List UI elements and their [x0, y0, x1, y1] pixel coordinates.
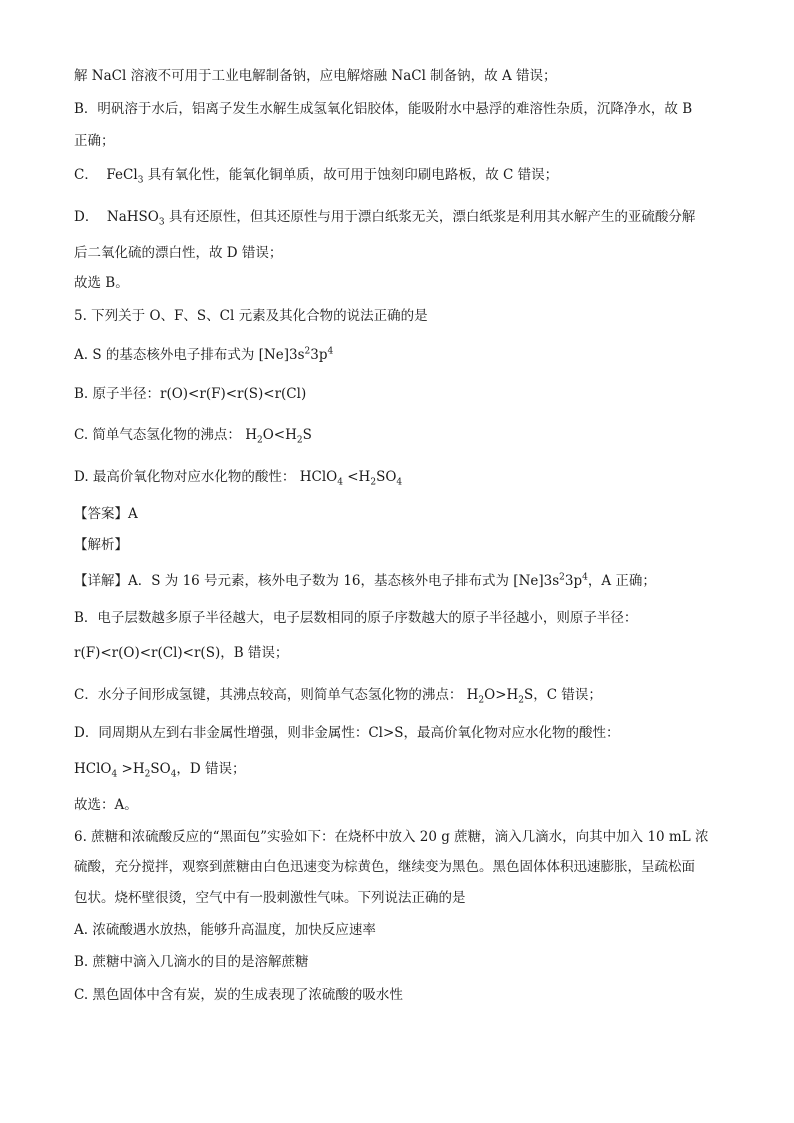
text: S — [302, 427, 312, 443]
subscript: 2 — [296, 435, 303, 446]
q5-detail-b — [74, 608, 724, 628]
text: HClO — [74, 761, 112, 777]
subscript: 4 — [396, 477, 403, 488]
superscript: 2 — [304, 346, 311, 357]
text: C． FeCl — [74, 167, 138, 183]
q5-detail-b-cont — [74, 643, 724, 663]
text: 具有还原性，但其还原性与用于漂白纸浆无关，漂白纸浆是利用其水解产生的亚硫酸分解 — [164, 209, 696, 225]
text: A. 浓硫酸遇水放热，能够升高温度，加快反应速率 — [74, 922, 376, 938]
q6-option-c — [74, 985, 724, 1005]
text: B. 原子半径：r(O)<r(F)<r(S)<r(Cl) — [74, 386, 307, 402]
text: C. 黑色固体中含有炭，炭的生成表现了浓硫酸的吸水性 — [74, 987, 403, 1003]
q5-stem — [74, 306, 724, 326]
text: ，A 正确； — [587, 573, 656, 589]
text: r(F)<r(O)<r(Cl)<r(S)，B 错误； — [74, 645, 289, 661]
q5-answer — [74, 504, 724, 524]
text: 3p — [310, 347, 328, 363]
text: <H — [342, 469, 371, 485]
text: SO — [376, 469, 397, 485]
superscript: 4 — [582, 572, 588, 583]
text: >H — [117, 761, 145, 777]
q4-option-b-analysis — [74, 99, 724, 119]
q4-option-b-analysis-cont — [74, 131, 724, 151]
superscript: 2 — [559, 572, 565, 583]
text: B. 蔗糖中滴入几滴水的目的是溶解蔗糖 — [74, 954, 309, 970]
text: A．S 为 16 号元素，核外电子数为 16，基态核外电子排布式为 [Ne]3s — [128, 573, 560, 589]
text: 正确； — [74, 133, 115, 149]
answer-label: 【答案】 — [74, 506, 128, 522]
text: 故选：A。 — [74, 797, 138, 813]
text: 具有氧化性，能氧化铜单质，故可用于蚀刻印刷电路板，故 C 错误； — [143, 167, 559, 183]
text: O>H — [484, 687, 519, 703]
analysis-label: 【解析】 — [74, 537, 128, 553]
text: 解 NaCl 溶液不可用于工业电解制备钠，应电解熔融 NaCl 制备钠，故 A 错误； — [74, 68, 557, 84]
subscript: 2 — [478, 695, 485, 706]
subscript: 2 — [518, 695, 525, 706]
q5-detail-a — [74, 571, 724, 591]
q5-option-c — [74, 425, 724, 445]
subscript: 4 — [337, 477, 343, 488]
q6-stem — [74, 827, 724, 847]
q5-detail-c — [74, 685, 724, 705]
text: SO — [150, 761, 171, 777]
text: B．电子层数越多原子半径越大，电子层数相同的原子序数越大的原子半径越小，则原子半径： — [74, 610, 638, 626]
text: 5. 下列关于 O、F、S、Cl 元素及其化合物的说法正确的是 — [74, 308, 428, 324]
q5-option-b — [74, 384, 724, 404]
text: C．水分子间形成氢键，其沸点较高，则简单气态氢化物的沸点： H — [74, 687, 479, 703]
q4-option-a-analysis — [74, 66, 724, 86]
text: ，D 错误； — [176, 761, 246, 777]
q4-option-d-analysis-cont — [74, 243, 724, 263]
q5-analysis-label — [74, 535, 724, 555]
text: 3p — [564, 573, 583, 589]
subscript: 4 — [170, 769, 177, 780]
subscript: 3 — [158, 217, 165, 228]
q4-conclusion — [74, 273, 724, 293]
text: D. 最高价氧化物对应水化物的酸性： HClO — [74, 469, 338, 485]
text: 硫酸，充分搅拌，观察到蔗糖由白色迅速变为棕黄色，继续变为黑色。黑色固体体积迅速膨胀，呈疏松面 — [74, 859, 695, 875]
text: O<H — [262, 427, 297, 443]
subscript: 2 — [144, 769, 151, 780]
q6-stem-cont-2 — [74, 888, 724, 908]
q5-detail-d-cont — [74, 759, 724, 779]
q6-option-a — [74, 920, 724, 940]
text: 包状。烧杯壁很烫，空气中有一股刺激性气味。下列说法正确的是 — [74, 890, 466, 906]
text: 6. 蔗糖和浓硫酸反应的“黑面包”实验如下：在烧杯中放入 20 g 蔗糖，滴入几滴水，向其中加入 10 mL 浓 — [74, 829, 709, 845]
superscript: 4 — [327, 346, 334, 357]
text: B．明矾溶于水后，铝离子发生水解生成氢氧化铝胶体，能吸附水中悬浮的难溶性杂质，沉降净水，故 B — [74, 101, 693, 117]
subscript: 4 — [111, 769, 118, 780]
text: C. 简单气态氢化物的沸点： H — [74, 427, 257, 443]
detail-label: 【详解】 — [74, 573, 128, 589]
q5-option-d — [74, 467, 724, 487]
q6-option-b — [74, 952, 724, 972]
subscript: 2 — [257, 435, 263, 446]
subscript: 2 — [370, 477, 377, 488]
text: 后二氧化硫的漂白性，故 D 错误； — [74, 245, 283, 261]
q6-stem-cont-1 — [74, 857, 724, 877]
text: D． NaHSO — [74, 209, 159, 225]
q4-option-c-analysis — [74, 165, 724, 185]
q5-conclusion — [74, 795, 724, 815]
text: D．同周期从左到右非金属性增强，则非金属性：Cl>S，最高价氧化物对应水化物的酸性： — [74, 725, 620, 741]
q5-detail-d — [74, 723, 724, 743]
q5-option-a — [74, 345, 724, 365]
subscript: 3 — [137, 175, 144, 186]
text: S，C 错误； — [524, 687, 602, 703]
answer-value: A — [128, 506, 138, 522]
text: 故选 B。 — [74, 275, 129, 291]
q4-option-d-analysis — [74, 207, 724, 227]
text: A. S 的基态核外电子排布式为 [Ne]3s — [74, 347, 305, 363]
